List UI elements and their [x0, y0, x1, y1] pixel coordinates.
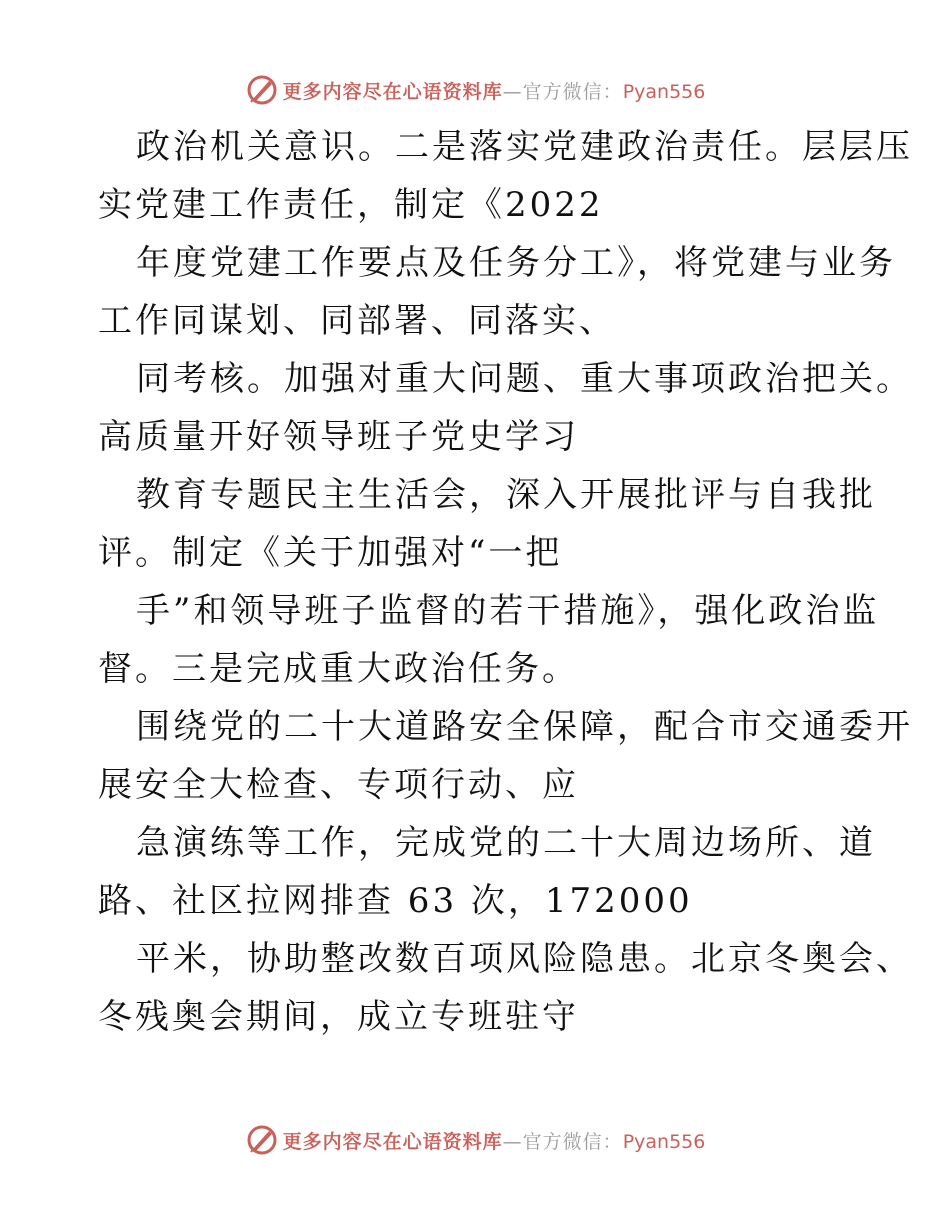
header-wechat-id: Pyan556 [622, 80, 706, 103]
header-banner [0, 70, 950, 110]
body-line: 平米，协助整改数百项风险隐患。北京冬奥会、 [136, 939, 913, 979]
body-line: 教育专题民主生活会，深入开展批评与自我批 [136, 475, 876, 515]
header-wechat-label: 官方微信： [522, 80, 623, 103]
body-line: 冬残奥会期间，成立专班驻守 [98, 997, 579, 1037]
body-line: 督。三是完成重大政治任务。 [98, 649, 579, 689]
quill-logo-icon [245, 73, 279, 107]
body-line: 实党建工作责任，制定《2022 [98, 185, 604, 225]
body-line: 政治机关意识。二是落实党建政治责任。层层压 [136, 127, 913, 167]
body-line: 路、社区拉网排查 63 次，172000 [98, 881, 693, 921]
body-line: 年度党建工作要点及任务分工》，将党建与业务 [136, 243, 896, 283]
body-line: 工作同谋划、同部署、同落实、 [98, 301, 616, 341]
header-text [283, 77, 706, 104]
footer-text [283, 1127, 706, 1154]
header-separator: — [502, 80, 523, 103]
body-line: 评。制定《关于加强对“一把 [98, 533, 563, 573]
body-line: 同考核。加强对重大问题、重大事项政治把关。 [136, 359, 913, 399]
body-line: 高质量开好领导班子党史学习 [98, 417, 579, 457]
footer-separator: — [502, 1130, 523, 1153]
body-line: 展安全大检查、专项行动、应 [98, 765, 579, 805]
body-line: 围绕党的二十大道路安全保障，配合市交通委开 [136, 707, 913, 747]
body-line: 急演练等工作，完成党的二十大周边场所、道 [136, 823, 876, 863]
footer-banner [0, 1120, 950, 1160]
footer-wechat-id: Pyan556 [622, 1130, 706, 1153]
quill-logo-icon [245, 1123, 279, 1157]
footer-wechat-label: 官方微信： [522, 1130, 623, 1153]
body-line: 手”和领导班子监督的若干措施》，强化政治监 [136, 591, 880, 631]
footer-brand-text: 更多内容尽在心语资料库 [282, 1130, 503, 1153]
header-brand-text: 更多内容尽在心语资料库 [282, 80, 503, 103]
